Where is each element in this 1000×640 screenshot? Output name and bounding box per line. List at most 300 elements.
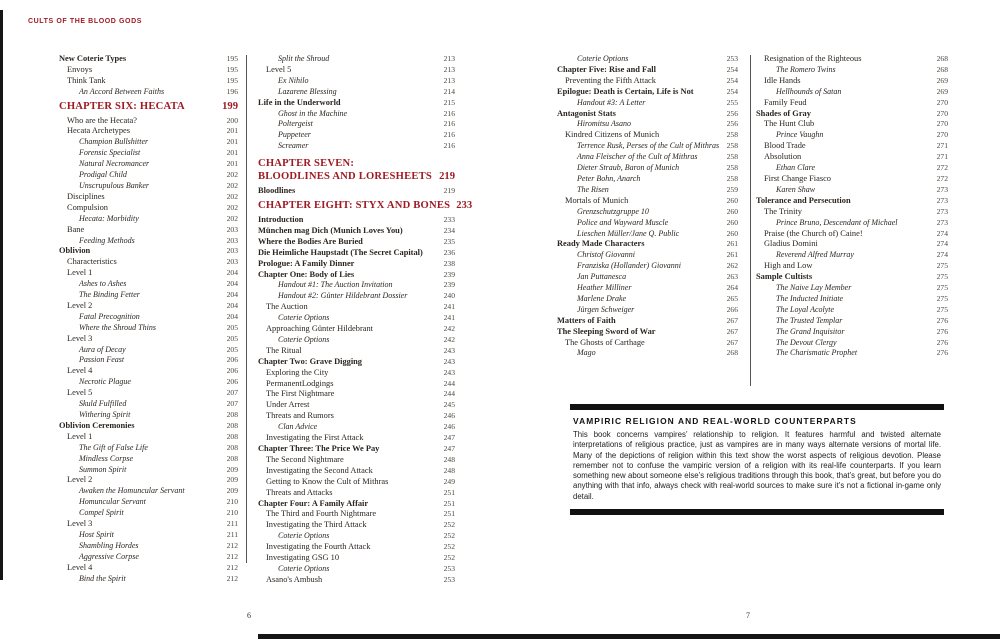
toc-entry-page: 206 (226, 355, 238, 365)
toc-entry-title: Coterie Options (577, 54, 629, 63)
toc-entry-title: Jan Puttanesca (577, 272, 627, 282)
toc-column-right-2 (756, 54, 948, 359)
toc-entry-title: Ex Nihilo (278, 75, 309, 85)
toc-entry-page: 272 (936, 163, 948, 173)
toc-entry-page: 253 (726, 54, 738, 63)
toc-entry-page: 241 (443, 313, 455, 323)
toc-entry-title: Level 2 (67, 475, 93, 485)
sidebar-content (570, 410, 944, 509)
toc-entry-page: 204 (226, 311, 238, 321)
toc-entry-title: Dieter Straub, Baron of Munich (577, 163, 680, 173)
toc-entry (258, 346, 455, 357)
toc-entry-page: 202 (226, 213, 238, 223)
toc-entry-page: 265 (726, 293, 738, 303)
toc-entry-page: 243 (443, 345, 455, 355)
toc-entry-page: 276 (936, 326, 948, 336)
toc-entry (557, 207, 738, 218)
toc-entry (59, 170, 238, 181)
toc-column-left-2 (258, 54, 473, 586)
toc-entry-page: 204 (226, 300, 238, 310)
toc-entry-page: 204 (226, 268, 238, 278)
toc-entry-page: 258 (726, 141, 738, 151)
toc-entry (258, 477, 455, 488)
toc-entry-page: 275 (936, 304, 948, 314)
toc-entry-title: Handout #2: Günter Hildebrant Dossier (278, 291, 408, 301)
toc-entry-title: Skuld Fulfilled (79, 399, 127, 409)
toc-entry-page: 275 (936, 261, 948, 271)
toc-entry-title: Mortals of Munich (565, 195, 629, 205)
toc-entry-title: New Coterie Types (59, 54, 127, 63)
toc-entry-page: 245 (443, 400, 455, 410)
toc-entry-title: Life in the Underworld (258, 97, 341, 107)
toc-entry (59, 432, 238, 443)
toc-entry-page: 260 (726, 195, 738, 205)
toc-entry (59, 530, 238, 541)
toc-entry (557, 305, 738, 316)
toc-entry-title: Bind the Spirit (79, 573, 126, 583)
toc-entry-page: 208 (226, 420, 238, 430)
toc-entry (59, 377, 238, 388)
toc-entry-title: Shades of Gray (756, 108, 811, 118)
toc-entry-page: 216 (443, 108, 455, 118)
toc-entry-title: Compel Spirit (79, 508, 124, 518)
toc-entry (557, 163, 738, 174)
toc-entry-title: PermanentLodgings (266, 378, 334, 388)
toc-entry-page: 208 (226, 410, 238, 419)
toc-entry-title: Resignation of the Righteous (764, 54, 862, 63)
toc-entry (258, 200, 473, 212)
toc-entry-title: Necrotic Plague (79, 377, 131, 387)
toc-entry-title: Hellhounds of Satan (776, 86, 842, 96)
toc-entry (258, 379, 455, 390)
toc-entry (557, 283, 738, 294)
toc-entry-title: Level 3 (67, 333, 93, 343)
toc-entry-title: Level 5 (67, 388, 93, 398)
toc-entry-title: Aura of Decay (79, 344, 126, 354)
toc-entry-page: 260 (726, 228, 738, 238)
toc-entry-title: Level 5 (266, 64, 292, 74)
toc-entry-title: The Second Nightmare (266, 454, 344, 464)
toc-entry (59, 54, 238, 65)
toc-entry-page: 276 (936, 337, 948, 347)
toc-entry-page: 211 (226, 519, 238, 529)
toc-entry-title: Mindless Corpse (79, 453, 133, 463)
toc-entry (258, 488, 455, 499)
toc-entry (258, 130, 455, 141)
toc-entry-page: 246 (443, 411, 455, 421)
toc-entry (258, 259, 455, 270)
toc-entry (258, 141, 455, 152)
toc-entry-title: The Third and Fourth Nightmare (266, 509, 377, 519)
toc-entry-title: The Loyal Acolyte (776, 304, 835, 314)
sidebar-title: VAMPIRIC RELIGION AND REAL-WORLD COUNTERPARTS (573, 416, 857, 426)
toc-entry (258, 357, 455, 368)
toc-entry-title: Prodigal Child (79, 170, 127, 180)
toc-entry-page: 200 (226, 115, 238, 125)
toc-entry (59, 563, 238, 574)
toc-entry-page: 236 (443, 247, 455, 257)
toc-entry-page: 251 (443, 509, 455, 519)
toc-entry-title: Investigating the Fourth Attack (266, 542, 371, 552)
toc-entry (59, 541, 238, 552)
toc-entry-title: The Charismatic Prophet (776, 348, 858, 358)
toc-entry-title: Investigating the Second Attack (266, 465, 373, 475)
toc-entry-title: Ashes to Ashes (79, 279, 127, 289)
toc-entry (59, 257, 238, 268)
toc-entry-page: 213 (443, 64, 455, 74)
toc-entry-page: 216 (443, 119, 455, 129)
toc-entry-title: Handout #1: The Auction Invitation (278, 280, 393, 290)
toc-entry-title: Blood Trade (764, 141, 806, 151)
toc-entry-title: Asano's Ambush (266, 574, 323, 584)
toc-entry-page: 212 (226, 551, 238, 561)
toc-entry-page: 259 (726, 184, 738, 194)
toc-entry (557, 98, 738, 109)
toc-entry-page: 274 (936, 228, 948, 238)
toc-entry (258, 389, 455, 400)
toc-entry (258, 553, 455, 564)
toc-entry-title: Oblivion (59, 246, 91, 256)
toc-entry (59, 301, 238, 312)
toc-entry-page: 268 (936, 64, 948, 74)
toc-entry-page: 209 (226, 486, 238, 496)
toc-entry-title: The Trusted Templar (776, 315, 843, 325)
toc-entry (59, 475, 238, 486)
toc-entry (258, 248, 455, 259)
toc-entry-page: 241 (443, 302, 455, 312)
toc-entry-title: Envoys (67, 64, 93, 74)
toc-entry (756, 250, 948, 261)
toc-entry (59, 102, 238, 113)
toc-entry (59, 65, 238, 76)
toc-entry (59, 246, 238, 257)
toc-entry-title: Handout #3: A Letter (577, 97, 646, 107)
toc-entry (756, 98, 948, 109)
toc-entry-title: Oblivion Ceremonies (59, 420, 135, 430)
toc-entry-page: 253 (443, 563, 455, 573)
toc-entry-title: Hecata: Morbidity (79, 213, 139, 223)
toc-entry-page: 212 (226, 562, 238, 572)
toc-entry (557, 261, 738, 272)
toc-entry (557, 152, 738, 163)
toc-entry (59, 366, 238, 377)
toc-entry-page: 247 (443, 433, 455, 443)
toc-entry-page: 209 (226, 475, 238, 485)
toc-entry-page: 238 (443, 258, 455, 268)
toc-entry-title: Disciplines (67, 191, 105, 201)
toc-entry (557, 87, 738, 98)
toc-entry (557, 196, 738, 207)
toc-entry-title: Coterie Options (278, 531, 330, 541)
toc-entry-title: CHAPTER EIGHT: STYX AND BONES (258, 200, 451, 212)
toc-entry (258, 109, 455, 120)
toc-entry (557, 109, 738, 120)
toc-entry-title: Level 4 (67, 366, 93, 376)
toc-entry-title: Mago (577, 348, 596, 358)
toc-entry-page: 268 (726, 348, 738, 358)
toc-entry-title: Passion Feast (79, 355, 125, 365)
toc-entry-title: Aggressive Corpse (79, 551, 139, 561)
toc-entry-title: Threats and Attacks (266, 487, 333, 497)
toc-entry-page: 258 (726, 130, 738, 140)
toc-entry (557, 141, 738, 152)
toc-entry-page: 201 (226, 137, 238, 147)
toc-entry-page: 201 (226, 148, 238, 158)
toc-entry-page: 261 (726, 250, 738, 260)
toc-entry-title: Kindred Citizens of Munich (565, 130, 660, 140)
toc-entry (59, 268, 238, 279)
toc-entry-title: Coterie Options (278, 313, 330, 323)
toc-entry-page: 248 (443, 454, 455, 464)
toc-entry-page: 196 (226, 86, 238, 96)
toc-entry (258, 186, 455, 197)
toc-entry-page: 212 (226, 540, 238, 550)
toc-entry (59, 87, 238, 98)
toc-entry-title: Champion Bullshitter (79, 137, 149, 147)
toc-entry-page: 208 (226, 453, 238, 463)
toc-entry (756, 229, 948, 240)
toc-entry (59, 454, 238, 465)
toc-entry-page: 195 (226, 75, 238, 85)
toc-entry (258, 324, 455, 335)
running-header: CULTS OF THE BLOOD GODS (28, 18, 143, 25)
toc-entry (756, 130, 948, 141)
toc-entry-title: Summon Spirit (79, 464, 127, 474)
toc-entry (59, 312, 238, 323)
toc-entry-title: Getting to Know the Cult of Mithras (266, 476, 389, 486)
toc-entry (59, 345, 238, 356)
toc-entry (59, 116, 238, 127)
toc-entry-title: Reverend Alfred Murray (776, 250, 854, 260)
toc-entry-page: 244 (443, 378, 455, 388)
toc-entry-page: 273 (936, 217, 948, 227)
toc-entry-title: Idle Hands (764, 75, 801, 85)
toc-entry-title: Die Heimliche Haupstadt (The Secret Capital) (258, 247, 423, 257)
toc-entry-title: Introduction (258, 214, 304, 224)
toc-entry-page: 199 (222, 100, 238, 112)
toc-entry-title: The Inducted Initiate (776, 293, 844, 303)
toc-entry-page: 203 (226, 235, 238, 245)
toc-entry-page: 235 (443, 236, 455, 246)
toc-entry (59, 421, 238, 432)
toc-entry-title: Antagonist Stats (557, 108, 616, 118)
toc-entry-page: 202 (226, 202, 238, 212)
toc-entry-title: First Change Fiasco (764, 173, 831, 183)
toc-entry-page: 267 (726, 315, 738, 325)
toc-entry (59, 192, 238, 203)
toc-entry-page: 276 (936, 348, 948, 358)
toc-entry-title: Puppeteer (278, 130, 311, 140)
toc-entry-title: Unscrupulous Banker (79, 180, 149, 190)
toc-entry (756, 272, 948, 283)
toc-entry (557, 338, 738, 349)
toc-entry-title: The Sleeping Sword of War (557, 326, 656, 336)
toc-entry-page: 210 (226, 508, 238, 518)
toc-entry-title: Fatal Precognition (79, 311, 140, 321)
toc-entry-page: 213 (443, 54, 455, 63)
toc-entry-page: 239 (443, 269, 455, 279)
toc-entry-page: 254 (726, 86, 738, 96)
toc-entry-title: Hiromitsu Asano (577, 119, 632, 129)
toc-entry (258, 575, 455, 586)
toc-entry-title: Coterie Options (278, 563, 330, 573)
page-edge-bar-left (0, 10, 3, 580)
toc-entry-page: 252 (443, 542, 455, 552)
toc-entry-title: Tolerance and Persecution (756, 195, 851, 205)
toc-entry (557, 218, 738, 229)
toc-entry (557, 65, 738, 76)
toc-entry-page: 274 (936, 250, 948, 260)
toc-entry (557, 348, 738, 359)
toc-entry-page: 219 (439, 171, 455, 183)
toc-entry-page: 258 (726, 173, 738, 183)
toc-entry (258, 302, 455, 313)
toc-entry-title: Where the Shroud Thins (79, 322, 156, 332)
toc-entry-page: 242 (443, 334, 455, 344)
toc-entry-page: 206 (226, 366, 238, 376)
toc-entry (557, 294, 738, 305)
toc-entry-title: The Auction (266, 302, 308, 312)
toc-entry-title: The Naive Lay Member (776, 283, 852, 293)
toc-entry-page: 253 (443, 574, 455, 584)
toc-entry (557, 239, 738, 250)
toc-entry (258, 98, 455, 109)
toc-entry-title: Ethan Clare (776, 163, 816, 173)
toc-entry-page: 255 (726, 97, 738, 107)
toc-entry-title: The Romero Twins (776, 64, 836, 74)
toc-entry (59, 323, 238, 334)
toc-entry-title: The Grand Inquisitor (776, 326, 845, 336)
toc-entry-title: CHAPTER SIX: HECATA (59, 100, 185, 112)
toc-entry (557, 185, 738, 196)
toc-entry (557, 76, 738, 87)
toc-entry (59, 236, 238, 247)
toc-entry-page: 269 (936, 86, 948, 96)
toc-entry-page: 195 (226, 64, 238, 74)
toc-entry (756, 185, 948, 196)
toc-entry (59, 76, 238, 87)
toc-entry-title: Withering Spirit (79, 410, 131, 419)
toc-entry-title: Investigating the Third Attack (266, 520, 367, 530)
toc-entry-page: 258 (726, 163, 738, 173)
toc-entry (258, 455, 455, 466)
toc-entry-page: 239 (443, 280, 455, 290)
toc-entry (59, 552, 238, 563)
toc-entry-title: München mag Dich (Munich Loves You) (258, 225, 403, 235)
toc-entry-page: 252 (443, 531, 455, 541)
toc-entry-page: 254 (726, 75, 738, 85)
toc-entry (59, 508, 238, 519)
toc-entry (258, 499, 455, 510)
toc-entry-title: Ghost in the Machine (278, 108, 348, 118)
toc-entry (756, 109, 948, 120)
toc-entry-page: 205 (226, 322, 238, 332)
toc-entry-page: 195 (226, 54, 238, 63)
toc-entry-page: 274 (936, 239, 948, 249)
toc-entry-title: The Hunt Club (764, 119, 815, 129)
toc-entry-page: 249 (443, 476, 455, 486)
toc-entry-page: 272 (936, 173, 948, 183)
sidebar-body: This book concerns vampires’ relationship to religion. It features harmful and twisted alternate interpretations of religious practice, just as vampires are in many ways alternate versions of mortal life. Many of the depictions of religion within this text show the worst aspects of religious devotion. Please remember not to confuse the vampiric version of a religion with its real-life counterparts. If you learn something new about someone else’s religious traditions through this book, that’s great, but before you do anything with that info, always check with real-world sources to make sure it’s not a fictional in-game only detail. (573, 430, 941, 501)
toc-entry (258, 444, 455, 455)
toc-entry-title: Split the Shroud (278, 54, 330, 63)
toc-entry (59, 290, 238, 301)
toc-entry-page: 243 (443, 367, 455, 377)
toc-entry-page: 215 (443, 97, 455, 107)
toc-entry-page: 270 (936, 108, 948, 118)
toc-entry-title: Sample Cultists (756, 272, 813, 282)
toc-entry-title: Level 2 (67, 300, 93, 310)
toc-entry-title: Family Feud (764, 97, 807, 107)
toc-entry (756, 65, 948, 76)
toc-entry-page: 234 (443, 225, 455, 235)
toc-entry-page: 204 (226, 290, 238, 300)
toc-entry-title: Police and Wayward Muscle (577, 217, 669, 227)
toc-entry (756, 327, 948, 338)
toc-entry-page: 271 (936, 141, 948, 151)
toc-entry-title: Shambling Hordes (79, 540, 139, 550)
toc-entry (59, 214, 238, 225)
toc-entry-title: CHAPTER SEVEN: BLOODLINES AND LORESHEETS (258, 158, 432, 183)
toc-entry (59, 486, 238, 497)
toc-entry-page: 240 (443, 291, 455, 301)
toc-entry-page: 201 (226, 159, 238, 169)
toc-entry (59, 148, 238, 159)
toc-entry (756, 141, 948, 152)
toc-entry-title: Forensic Specialist (79, 148, 141, 158)
toc-entry-page: 207 (226, 399, 238, 409)
toc-entry (258, 542, 455, 553)
toc-entry (557, 229, 738, 240)
toc-entry-title: The Binding Fetter (79, 290, 140, 300)
toc-entry-page: 267 (726, 326, 738, 336)
toc-entry-title: Terrence Rusk, Perses of the Cult of Mithras (577, 141, 720, 151)
toc-entry-title: Hecata Archetypes (67, 126, 131, 136)
toc-entry (59, 388, 238, 399)
toc-entry-title: Anna Fleischer of the Cult of Mithras (577, 152, 698, 162)
toc-entry-title: Feeding Methods (79, 235, 135, 245)
toc-entry-title: Poltergeist (278, 119, 313, 129)
toc-entry (557, 327, 738, 338)
toc-entry-title: Investigating GSG 10 (266, 553, 340, 563)
toc-entry-page: 267 (726, 337, 738, 347)
toc-entry-page: 202 (226, 170, 238, 180)
toc-entry (756, 338, 948, 349)
toc-entry-title: Think Tank (67, 75, 106, 85)
toc-entry (756, 174, 948, 185)
toc-entry (258, 411, 455, 422)
column-divider-left-page (246, 55, 247, 563)
toc-entry-title: Who are the Hecata? (67, 115, 137, 125)
toc-entry (756, 316, 948, 327)
toc-entry (258, 422, 455, 433)
toc-entry-page: 275 (936, 283, 948, 293)
toc-entry-title: Homuncular Servant (79, 497, 146, 507)
toc-entry (756, 76, 948, 87)
sidebar-box (570, 404, 944, 515)
toc-entry-page: 270 (936, 97, 948, 107)
toc-entry (258, 76, 455, 87)
toc-entry (258, 237, 455, 248)
sidebar-bottom-rule (570, 509, 944, 515)
toc-entry-page: 210 (226, 497, 238, 507)
toc-entry-page: 273 (936, 195, 948, 205)
toc-entry-page: 269 (936, 75, 948, 85)
toc-entry-title: High and Low (764, 261, 813, 271)
toc-entry-page: 212 (226, 573, 238, 583)
toc-entry (258, 466, 455, 477)
toc-entry-page: 202 (226, 191, 238, 201)
